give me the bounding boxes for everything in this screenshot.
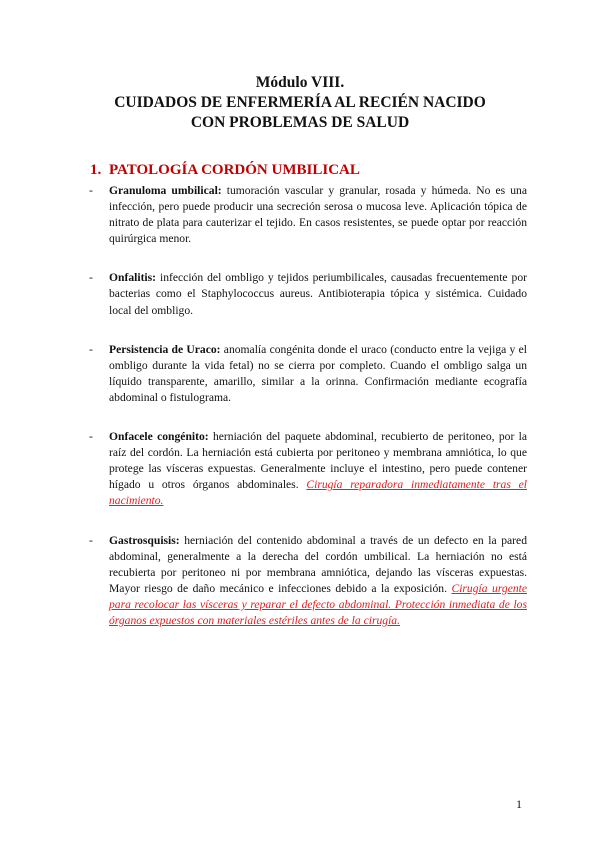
list-bullet: - [89, 342, 93, 356]
module-title: Módulo VIII. [255, 74, 345, 91]
item-description: herniación del paquete abdominal, recubierto de peritoneo, por la raíz del cordón. La herniación está cubierta por peritoneo y membrana amniótica, lo que protege las vísceras expuestas. Generalmente incluye el intestino, pero puede contener hígado u otros órganos abdominales. [109, 430, 527, 492]
list-item-granuloma [89, 183, 527, 247]
item-note: Cirugía urgente para recolocar las vísceras y reparar el defecto abdominal. Protección inmediata de los órganos expuestos con materiales estériles antes de la cirugía. [109, 581, 528, 627]
section-heading [90, 162, 360, 179]
page-number: 1 [516, 797, 522, 811]
list-item-uraco [89, 342, 527, 406]
section-number: 1. [90, 162, 102, 178]
item-description: anomalía congénita donde el uraco (conducto entre la vejiga y el ombligo durante la vida fetal) no se cierra por completo. Cuando el ombligo salga un líquido transparente, amarillo, similar a la orinna. Confirmación mediante ecografía abdominal o fistulograma. [109, 342, 527, 404]
item-description: infección del ombligo y tejidos periumbilicales, causadas frecuentemente por bacterias como el Staphylococcus aureus. Antibioterapia tópica y sistémica. Cuidado local del ombligo. [109, 271, 527, 317]
item-term: Persistencia de Uraco: [109, 342, 221, 356]
item-term: Onfacele congénito: [109, 430, 209, 444]
list-bullet: - [89, 533, 93, 547]
item-term: Gastrosquisis: [109, 533, 180, 547]
item-term: Granuloma umbilical: [109, 184, 222, 197]
list-item-gastrosquisis [89, 533, 527, 630]
list-bullet: - [89, 430, 93, 444]
list-item-onfacele [89, 429, 527, 509]
list-item-onfalitis [89, 270, 527, 318]
document-title-line-2: CON PROBLEMAS DE SALUD [190, 114, 410, 131]
document-header [0, 73, 600, 133]
item-term: Onfalitis: [109, 271, 157, 285]
document-title-line-1: CUIDADOS DE ENFERMERÍA AL RECIÉN NACIDO [114, 94, 486, 111]
condition-list [89, 183, 527, 652]
section-title: PATOLOGÍA CORDÓN UMBILICAL [109, 162, 360, 178]
list-bullet: - [89, 271, 93, 285]
item-note: Cirugía reparadora inmediatamente tras el nacimiento. [109, 478, 527, 508]
list-bullet: - [89, 184, 93, 197]
item-description: herniación del contenido abdominal a través de un defecto en la pared abdominal, generalmente a la derecha del cordón umbilical. La herniación no está recubierta por peritoneo ni por membrana amniótica, dejando las vísceras expuestas. Mayor riesgo de daño mecánico e infecciones debido a la exposición. [109, 533, 527, 595]
item-description: tumoración vascular y granular, rosada y húmeda. No es una infección, pero puede producir una secreción serosa o mucosa leve. Aplicación tópica de nitrato de plata para cauterizar el tejido. En casos resistentes, se puede optar por reacción quirúrgica menor. [109, 184, 527, 246]
